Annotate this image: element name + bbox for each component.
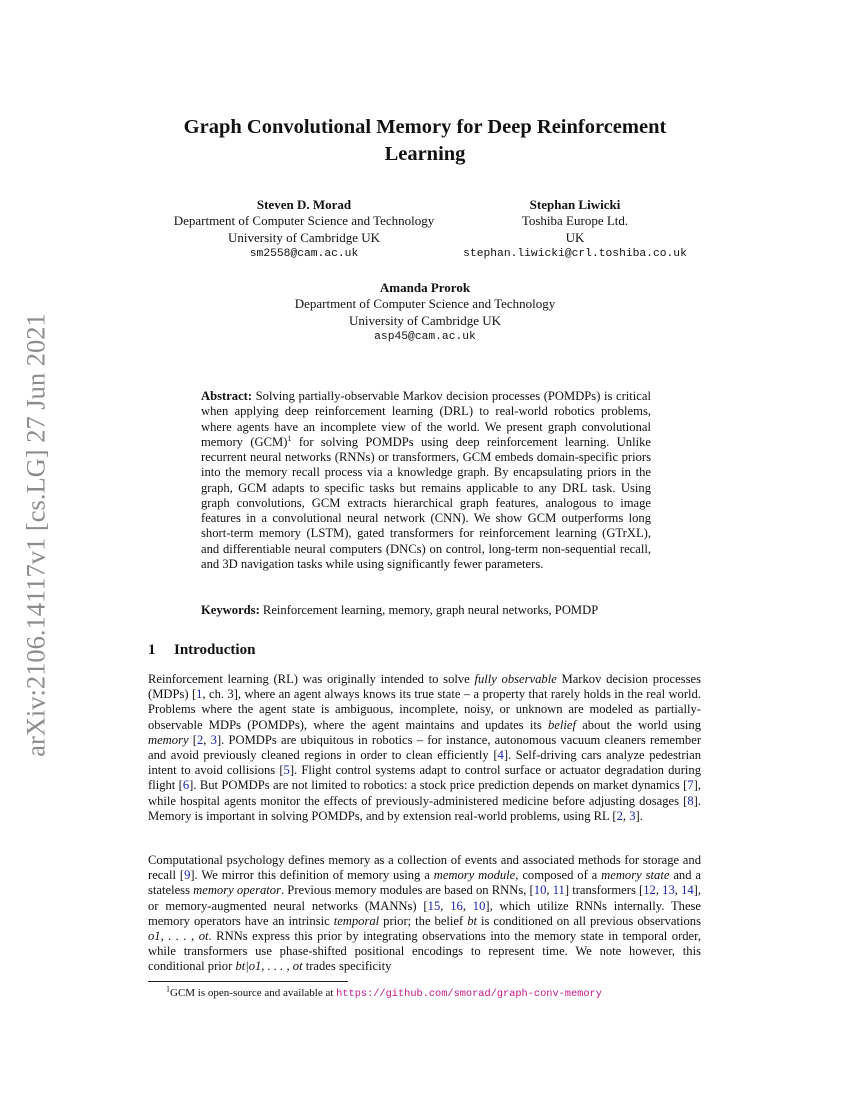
author-email: asp45@cam.ac.uk	[374, 330, 476, 343]
text-run: [	[188, 732, 197, 747]
text-run: ] transformers [	[564, 883, 644, 898]
keywords	[201, 603, 651, 618]
footnote-marker: 1	[166, 984, 170, 994]
text-run: ]. Self-driving cars analyze pedestrian intent to avoid collisions [	[148, 748, 701, 778]
math-inline: bt|o1, . . . , ot	[235, 959, 303, 974]
text-run: Reinforcement learning (RL) was originally intended to solve	[148, 672, 475, 686]
text-run: ], which utilize RNNs internally. These memory operators have an intrinsic	[148, 898, 702, 928]
emphasis: belief	[547, 717, 576, 732]
text-run: . RNNs express this prior by integrating observations into the memory state in temporal order, while transformers use phase-shifted positional encodings to represent time. We note however, this conditional prior	[148, 929, 701, 974]
abstract-label: Abstract:	[201, 389, 253, 403]
text-run: ].	[635, 808, 643, 823]
citation-link[interactable]: 12	[643, 883, 656, 898]
citation-link[interactable]: 3	[210, 732, 217, 747]
repository-link[interactable]: https://github.com/smorad/graph-conv-memory	[336, 988, 602, 1000]
author-affiliation: Toshiba Europe Ltd.	[521, 213, 629, 229]
text-run: ], while hospital agents monitor the effects of previously-administered medicine before adjusting dosages [	[148, 778, 701, 808]
citation-link[interactable]: 16	[450, 898, 463, 913]
text-run: and a stateless	[148, 868, 701, 898]
text-run: ]. We mirror this definition of memory using a	[190, 868, 434, 883]
text-run: , composed of a	[515, 868, 602, 883]
text-run: ]. But POMDPs are not limited to robotics: a stock price prediction depends on market dynamics [	[189, 778, 688, 793]
citation-link[interactable]: 2	[616, 808, 623, 823]
text-run: Markov decision processes (MDPs) [	[148, 672, 701, 702]
text-run: ,	[203, 732, 211, 747]
author-name: Amanda Prorok	[379, 280, 471, 295]
text-run: is conditioned on all previous observations	[476, 913, 701, 928]
author-email: sm2558@cam.ac.uk	[249, 247, 359, 260]
emphasis: memory operator	[193, 883, 281, 898]
author-affiliation: UK	[565, 229, 585, 245]
footnote	[148, 986, 701, 1001]
arxiv-sidebar	[14, 290, 58, 780]
author-email: stephan.liwicki@crl.toshiba.co.uk	[463, 247, 687, 260]
citation-link[interactable]: 8	[687, 793, 694, 808]
citation-link[interactable]: 11	[552, 883, 565, 898]
citation-link[interactable]: 2	[196, 732, 204, 747]
text-run: ,	[655, 883, 663, 898]
author-block	[158, 197, 450, 262]
abstract	[201, 389, 651, 572]
emphasis: temporal	[333, 913, 380, 928]
citation-link[interactable]: 13	[662, 883, 675, 898]
citation-link[interactable]: 9	[184, 868, 191, 883]
author-affiliation: Department of Computer Science and Technology	[173, 213, 435, 229]
citation-link[interactable]: 7	[687, 778, 694, 793]
emphasis: memory state	[601, 868, 670, 883]
citation-link[interactable]: 6	[182, 778, 190, 793]
footnote-divider	[148, 981, 348, 982]
text-run: , ch. 3], where an agent always knows its true state – a property that rarely holds in the real world. Problems where the agent state is ambiguous, incomplete, noisy, or unknown are modeled as partially-observable MDPs (POMDPs), where the agent maintains and updates its	[148, 687, 701, 732]
author-affiliation: University of Cambridge UK	[348, 312, 501, 328]
footnote-text: GCM is open-source and available at	[170, 987, 337, 999]
text-run: trades specificity	[302, 959, 392, 974]
citation-link[interactable]: 5	[283, 763, 290, 778]
text-run: ,	[622, 808, 630, 823]
section-heading	[148, 642, 255, 659]
section-number: 1	[148, 642, 156, 658]
footnote-marker: 1	[287, 433, 292, 443]
keywords-label: Keywords:	[201, 603, 260, 617]
citation-link[interactable]: 3	[629, 808, 636, 823]
emphasis: fully observable	[474, 672, 557, 686]
text-run: ,	[674, 883, 682, 898]
citation-link[interactable]: 10	[533, 883, 547, 898]
text-run: ]. Flight control systems adapt to control surface or actuator degradation during flight [	[148, 763, 701, 793]
text-run: prior; the belief	[379, 913, 468, 928]
text-run: ]. Memory is important in solving POMDPs, and by extension real-world problems, using RL [	[148, 793, 701, 823]
section-title: Introduction	[174, 642, 256, 658]
emphasis: memory module	[433, 868, 516, 883]
body-paragraph	[148, 672, 701, 824]
citation-link[interactable]: 1	[196, 687, 203, 702]
math-inline: o1, . . . , ot	[148, 929, 209, 944]
author-name: Stephan Liwicki	[529, 197, 621, 212]
text-run: about the world using	[575, 717, 701, 732]
keywords-text: Reinforcement learning, memory, graph neural networks, POMDP	[262, 603, 599, 617]
author-affiliation: Department of Computer Science and Technology	[294, 296, 556, 312]
citation-link[interactable]: 14	[681, 883, 694, 898]
text-run: . Previous memory modules are based on RNNs, [	[280, 883, 534, 898]
abstract-text: for solving POMDPs using deep reinforcement learning. Unlike recurrent neural networks (RNNs) or transformers, GCM embeds domain-specific priors into the memory recall process via a knowledge graph. By encapsulating priors in the graph, GCM adapts to specific tasks but remains applicable to any DRL task. Using graph convolutions, GCM extracts hierarchical graph features, analogous to image features in a convolutional neural network (CNN). We show GCM outperforms long short-term memory (LSTM), gated transformers for reinforcement learning (GTrXL), and differentiable neural computers (DNCs) on control, long-term non-sequential recall, and 3D navigation tasks while using significantly fewer parameters.	[201, 434, 651, 571]
text-run: ,	[462, 898, 473, 913]
citation-link[interactable]: 10	[472, 898, 486, 913]
paper-title: Graph Convolutional Memory for Deep Reinforcement Learning	[183, 116, 667, 165]
author-name: Steven D. Morad	[256, 197, 352, 212]
emphasis: memory	[148, 732, 189, 747]
text-run: Computational psychology defines memory as a collection of events and associated methods for storage and recall [	[148, 853, 701, 883]
text-run: ], or memory-augmented neural networks (MANNs) [	[148, 883, 701, 913]
text-run: ]. POMDPs are ubiquitous in robotics – for instance, autonomous vacuum cleaners remember and avoid previously cleaned regions in order to clean efficiently [	[148, 732, 702, 763]
citation-link[interactable]: 15	[427, 898, 441, 913]
author-affiliation: University of Cambridge UK	[227, 229, 380, 245]
text-run: ,	[546, 883, 553, 898]
citation-link[interactable]: 4	[497, 748, 504, 763]
abstract-text: Solving partially-observable Markov decision processes (POMDPs) is critical when applying deep reinforcement learning (DRL) to real-world robotics problems, where agents have an incomplete view of the world. We present graph convolutional memory (GCM)	[201, 389, 651, 449]
body-paragraph	[148, 853, 701, 975]
author-block	[432, 197, 718, 262]
math-inline: bt	[467, 913, 477, 928]
author-block	[250, 280, 600, 345]
arxiv-identifier: arXiv:2106.14117v1 [cs.LG] 27 Jun 2021	[20, 313, 51, 757]
text-run: ,	[440, 898, 451, 913]
